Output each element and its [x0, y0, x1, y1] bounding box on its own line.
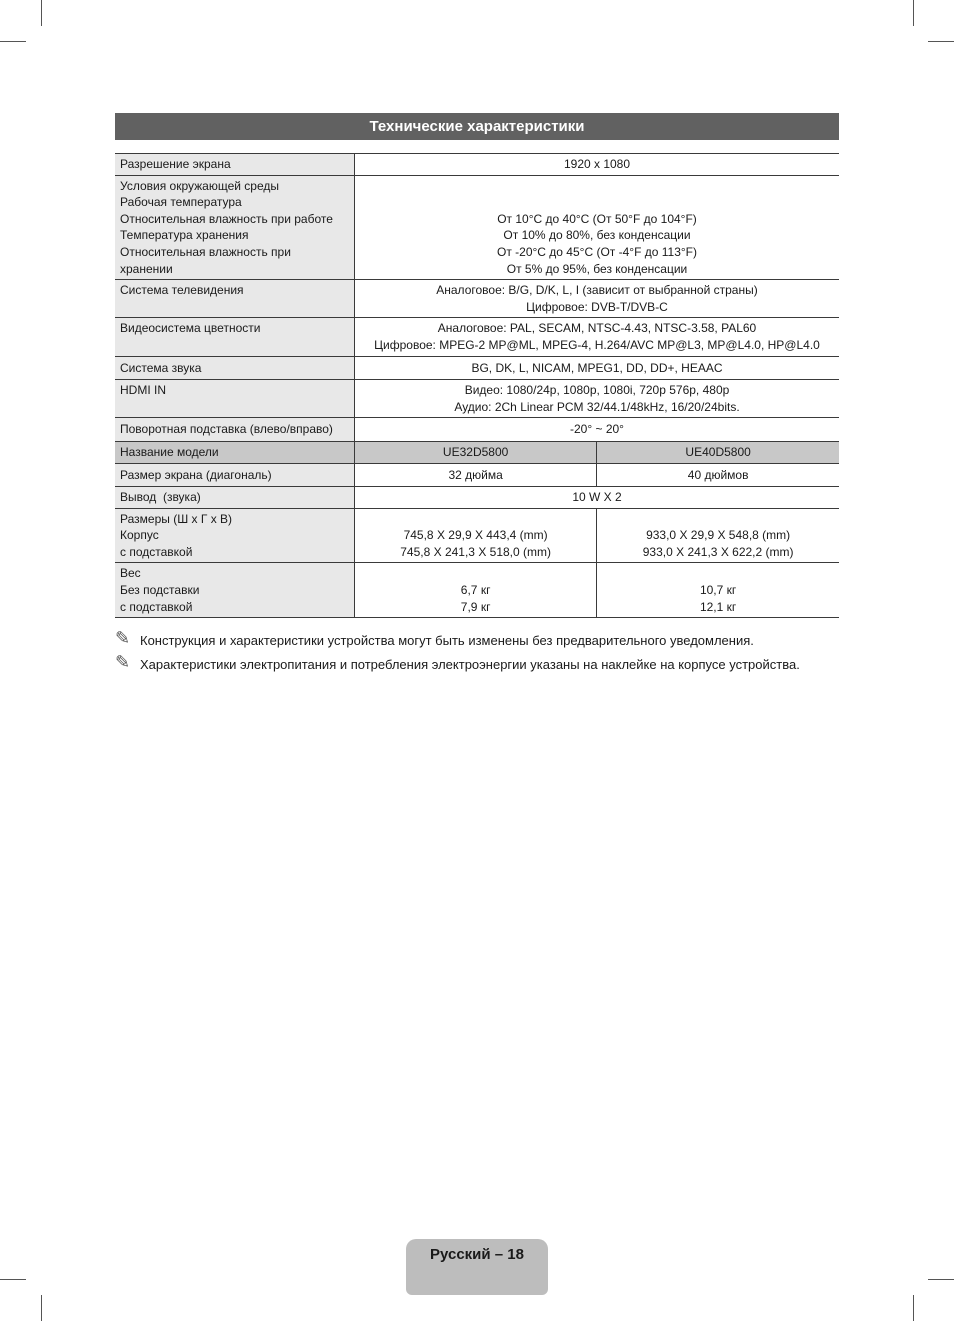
value-line: 745,8 X 29,9 X 443,4 (mm): [403, 528, 548, 543]
label-line: Без подставки: [120, 583, 200, 598]
value-line: 7,9 кг: [460, 599, 491, 614]
label-line: Размеры (Ш x Г x В): [120, 511, 233, 526]
label-line: хранении: [120, 261, 173, 276]
value-line: 745,8 X 241,3 X 518,0 (mm): [400, 544, 551, 559]
table-row: [115, 280, 839, 318]
crop-mark: [913, 1295, 914, 1321]
table-row: [115, 418, 839, 442]
row-label: HDMI IN: [115, 380, 355, 418]
table-row: [115, 154, 839, 176]
label-line: с подставкой: [120, 599, 193, 614]
page-footer: Русский – 18: [406, 1239, 548, 1295]
pencil-icon: ✎: [115, 652, 131, 672]
row-value-a: [355, 563, 597, 618]
row-label: Название модели: [115, 441, 355, 463]
row-value: BG, DK, L, NICAM, MPEG1, DD, DD+, HEAAC: [355, 356, 840, 380]
crop-mark: [928, 1279, 954, 1280]
row-value: [355, 380, 840, 418]
spec-table: [115, 153, 839, 618]
crop-mark: [41, 1295, 42, 1321]
label-line: Температура хранения: [120, 228, 249, 243]
value-line: От 10% до 80%, без конденсации: [503, 228, 691, 243]
value-line: Аналоговое: B/G, D/K, L, I (зависит от выбранной страны): [436, 283, 758, 298]
table-row: [115, 463, 839, 487]
row-label: Система звука: [115, 356, 355, 380]
crop-mark: [0, 1279, 26, 1280]
label-line: Корпус: [120, 528, 159, 543]
note-text: Характеристики электропитания и потребления электроэнергии указаны на наклейке на корпусе устройства.: [140, 657, 800, 672]
row-label: Система телевидения: [115, 280, 355, 318]
note: [115, 652, 839, 673]
value-line: 933,0 X 241,3 X 622,2 (mm): [642, 544, 794, 559]
note: [115, 628, 839, 649]
value-line: Цифровое: DVB-T/DVB-C: [526, 299, 668, 314]
row-label: Размер экрана (диагональ): [115, 463, 355, 487]
row-value-a: [355, 508, 597, 563]
value-line: От -20°C до 45°C (От -4°F до 113°F): [496, 244, 698, 259]
row-label: [115, 175, 355, 280]
row-label: [115, 563, 355, 618]
row-label: Поворотная подставка (влево/вправо): [115, 418, 355, 442]
table-row: [115, 563, 839, 618]
row-value-b: 40 дюймов: [597, 463, 839, 487]
crop-mark: [928, 41, 954, 42]
table-row: [115, 508, 839, 563]
section-title: Технические характеристики: [115, 113, 839, 140]
row-label: [115, 508, 355, 563]
table-row: [115, 380, 839, 418]
table-row: [115, 487, 839, 509]
pencil-icon: ✎: [115, 628, 131, 648]
row-value: 10 W X 2: [355, 487, 840, 509]
table-row: [115, 441, 839, 463]
model-b: UE40D5800: [597, 441, 839, 463]
row-value-a: 32 дюйма: [355, 463, 597, 487]
row-label: Разрешение экрана: [115, 154, 355, 176]
label-line: Условия окружающей среды: [120, 178, 279, 193]
crop-mark: [0, 41, 26, 42]
table-row: [115, 175, 839, 280]
model-a: UE32D5800: [355, 441, 597, 463]
label-line: Вес: [120, 566, 141, 581]
value-line: Аналоговое: PAL, SECAM, NTSC-4.43, NTSC-3.58, PAL60: [437, 321, 757, 336]
value-line: Цифровое: MPEG-2 MP@ML, MPEG-4, H.264/AVC MP@L3, MP@L4.0, HP@L4.0: [374, 337, 820, 352]
note-text: Конструкция и характеристики устройства могут быть изменены без предварительного уведомления.: [140, 633, 754, 648]
value-line: От 5% до 95%, без конденсации: [506, 261, 688, 276]
crop-mark: [41, 0, 42, 26]
table-row: [115, 356, 839, 380]
label-line: Рабочая температура: [120, 195, 242, 210]
label-line: Относительная влажность при работе: [120, 211, 333, 226]
crop-mark: [913, 0, 914, 26]
notes: [115, 628, 839, 680]
value-line: От 10°C до 40°C (От 50°F до 104°F): [497, 211, 697, 226]
row-value: [355, 175, 840, 280]
table-row: [115, 318, 839, 356]
row-value: [355, 280, 840, 318]
value-line: 12,1 кг: [699, 599, 737, 614]
row-label: Видеосистема цветности: [115, 318, 355, 356]
row-value: -20° ~ 20°: [355, 418, 840, 442]
row-label: Вывод (звука): [115, 487, 355, 509]
row-value: 1920 x 1080: [355, 154, 840, 176]
row-value-b: [597, 508, 839, 563]
value-line: 6,7 кг: [460, 583, 491, 598]
value-line: 933,0 X 29,9 X 548,8 (mm): [646, 528, 791, 543]
row-value: [355, 318, 840, 356]
value-line: 10,7 кг: [699, 583, 737, 598]
value-line: Видео: 1080/24p, 1080p, 1080i, 720p 576p, 480p: [464, 383, 730, 398]
label-line: с подставкой: [120, 544, 193, 559]
value-line: Аудио: 2Ch Linear PCM 32/44.1/48kHz, 16/20/24bits.: [454, 399, 740, 414]
label-line: Относительная влажность при: [120, 244, 291, 259]
row-value-b: [597, 563, 839, 618]
